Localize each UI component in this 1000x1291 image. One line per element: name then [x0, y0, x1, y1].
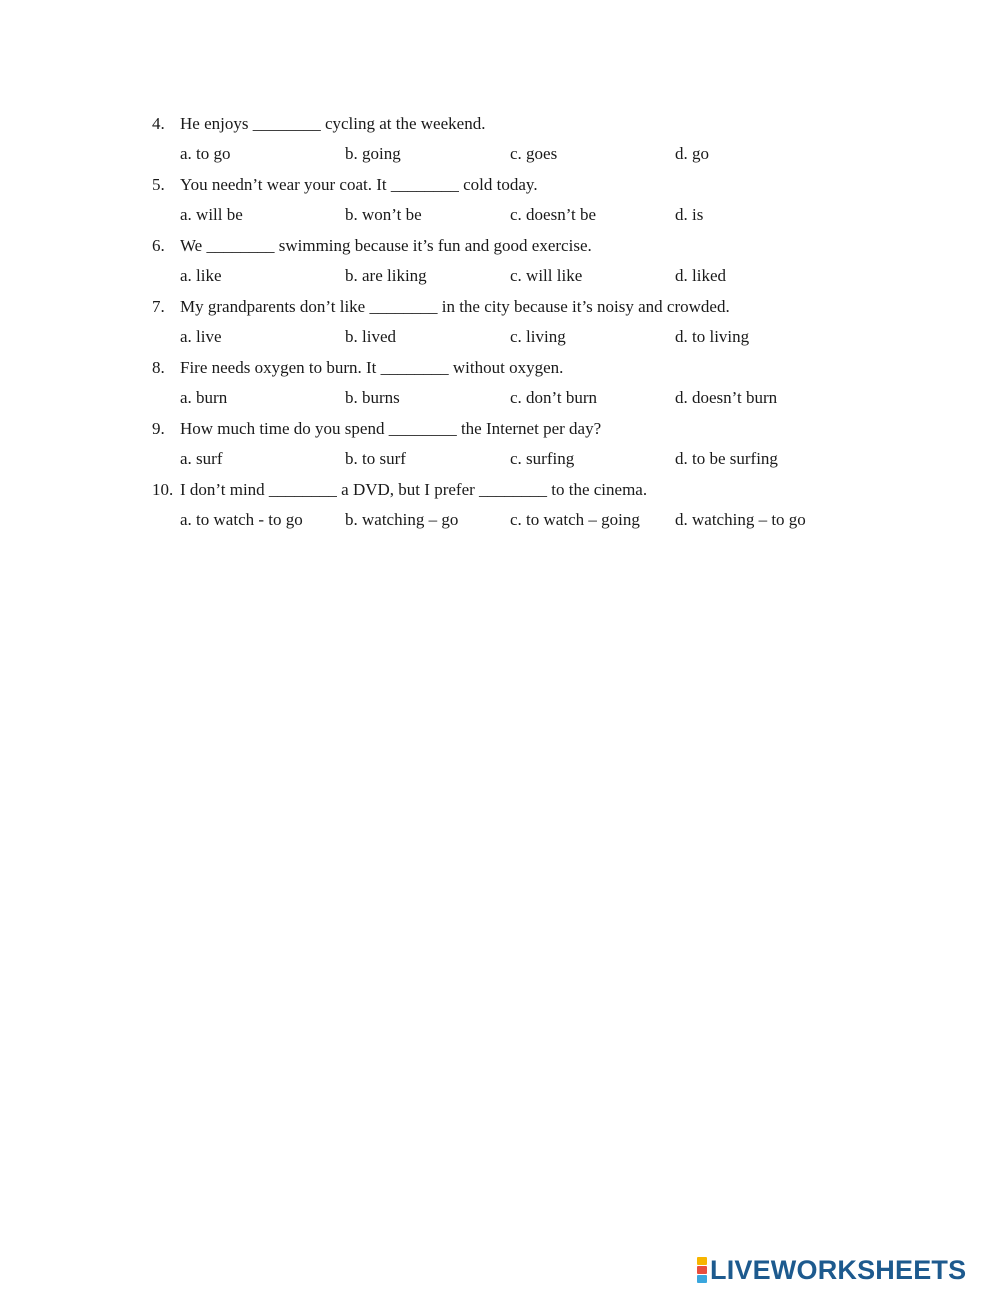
option-c[interactable]: c. goes — [510, 144, 558, 163]
option-c[interactable]: c. don’t burn — [510, 388, 598, 407]
logo-block-red — [697, 1266, 707, 1274]
answer-options — [152, 383, 872, 413]
question-9 — [152, 413, 872, 474]
question-number: 5. — [152, 174, 165, 194]
option-c[interactable]: c. living — [510, 327, 566, 346]
question-number: 8. — [152, 357, 165, 377]
option-c[interactable]: c. to watch – going — [510, 510, 640, 529]
option-d[interactable]: d. go — [675, 144, 709, 163]
question-number: 10. — [152, 479, 174, 499]
option-d[interactable]: d. to living — [675, 327, 750, 346]
question-stem — [152, 291, 872, 322]
liveworksheets-logo — [697, 1256, 966, 1284]
option-a[interactable]: a. surf — [180, 449, 223, 468]
question-4 — [152, 108, 872, 169]
option-b[interactable]: b. won’t be — [345, 205, 422, 224]
option-a[interactable]: a. burn — [180, 388, 228, 407]
question-number: 7. — [152, 296, 165, 316]
question-stem — [152, 108, 872, 139]
option-b[interactable]: b. burns — [345, 388, 400, 407]
question-text: We ________ swimming because it’s fun and good exercise. — [180, 235, 592, 255]
question-number: 6. — [152, 235, 165, 255]
logo-block-blue — [697, 1275, 707, 1283]
option-b[interactable]: b. lived — [345, 327, 396, 346]
question-number: 9. — [152, 418, 165, 438]
answer-options — [152, 505, 872, 535]
liveworksheets-logo-icon — [697, 1257, 707, 1283]
question-text: How much time do you spend ________ the Internet per day? — [180, 418, 602, 438]
option-b[interactable]: b. watching – go — [345, 510, 459, 529]
question-10 — [152, 474, 872, 535]
answer-options — [152, 322, 872, 352]
option-c[interactable]: c. doesn’t be — [510, 205, 597, 224]
logo-block-yellow — [697, 1257, 707, 1265]
option-b[interactable]: b. to surf — [345, 449, 406, 468]
question-text: I don’t mind ________ a DVD, but I prefer ________ to the cinema. — [180, 479, 648, 499]
question-6 — [152, 230, 872, 291]
question-text: He enjoys ________ cycling at the weekend. — [180, 113, 486, 133]
answer-options — [152, 139, 872, 169]
option-a[interactable]: a. to go — [180, 144, 231, 163]
option-c[interactable]: c. will like — [510, 266, 583, 285]
question-number: 4. — [152, 113, 165, 133]
option-b[interactable]: b. going — [345, 144, 401, 163]
answer-options — [152, 444, 872, 474]
question-7 — [152, 291, 872, 352]
question-stem — [152, 413, 872, 444]
option-d[interactable]: d. to be surfing — [675, 449, 778, 468]
question-text: Fire needs oxygen to burn. It ________ without oxygen. — [180, 357, 564, 377]
option-d[interactable]: d. watching – to go — [675, 510, 806, 529]
option-c[interactable]: c. surfing — [510, 449, 575, 468]
question-stem — [152, 352, 872, 383]
option-a[interactable]: a. like — [180, 266, 222, 285]
answer-options — [152, 261, 872, 291]
option-a[interactable]: a. to watch - to go — [180, 510, 303, 529]
option-d[interactable]: d. doesn’t burn — [675, 388, 778, 407]
question-text: My grandparents don’t like ________ in the city because it’s noisy and crowded. — [180, 296, 730, 316]
option-d[interactable]: d. is — [675, 205, 704, 224]
question-8 — [152, 352, 872, 413]
question-stem — [152, 230, 872, 261]
question-text: You needn’t wear your coat. It ________ cold today. — [180, 174, 538, 194]
logo-text: LIVEWORKSHEETS — [710, 1255, 967, 1285]
question-stem — [152, 169, 872, 200]
question-5 — [152, 169, 872, 230]
question-stem — [152, 474, 872, 505]
option-b[interactable]: b. are liking — [345, 266, 427, 285]
option-a[interactable]: a. live — [180, 327, 222, 346]
worksheet-questions — [152, 108, 872, 535]
answer-options — [152, 200, 872, 230]
option-d[interactable]: d. liked — [675, 266, 726, 285]
option-a[interactable]: a. will be — [180, 205, 243, 224]
